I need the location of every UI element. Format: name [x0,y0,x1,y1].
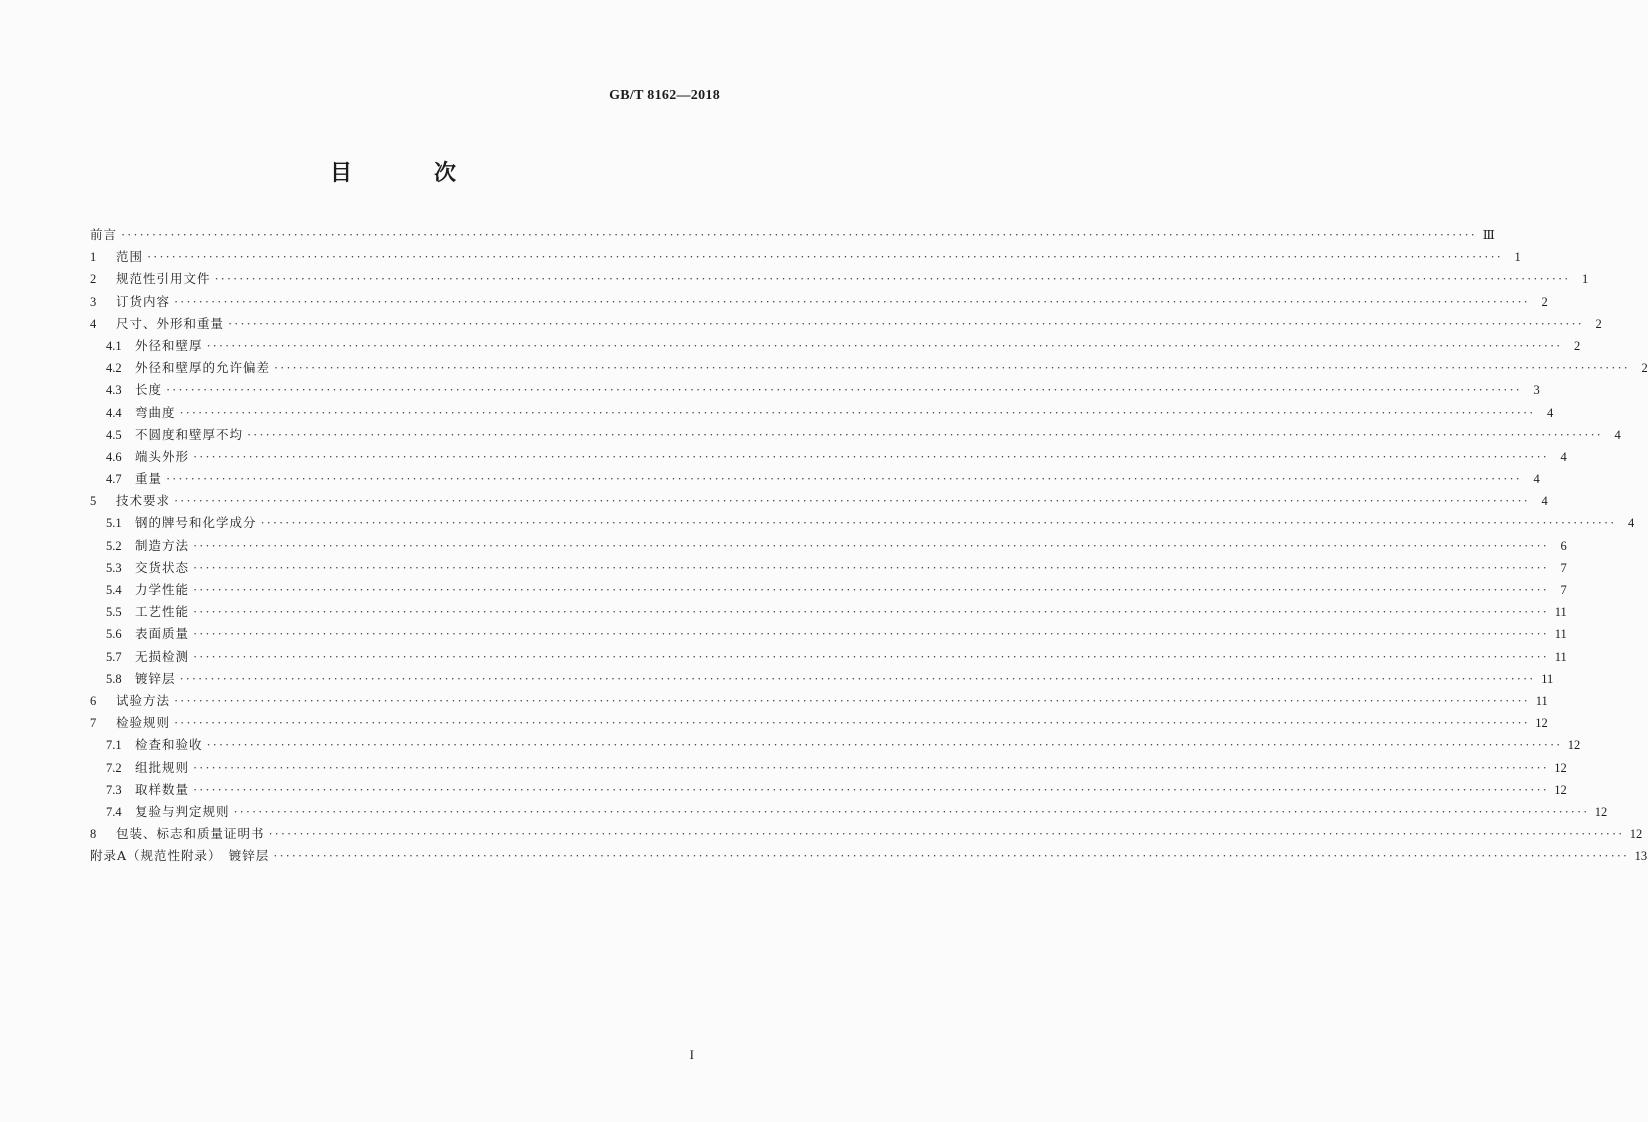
toc-leader-dots: ···························································································································································································································· [206,738,1563,753]
toc-entry-label: 包装、标志和质量证明书 [116,826,265,842]
toc-entry-page: 13 [1634,849,1648,864]
toc-leader-dots: ···························································································································································································································· [166,383,1522,398]
page-number: I [689,1047,694,1062]
toc-entry[interactable] [90,313,1602,335]
toc-leader-dots: ···························································································································································································································· [174,494,1530,509]
toc-entry-number: 7.1 [106,738,122,753]
toc-entry-number: 2 [90,272,97,287]
toc-entry-page: Ⅲ [1482,228,1495,242]
toc-entry-number: 5.4 [106,583,122,597]
toc-entry-number: 4.5 [106,427,122,442]
toc-entry-page: 1 [1582,272,1589,287]
toc-entry[interactable] [90,246,1521,268]
toc-entry-label: 制造方法 [135,537,190,553]
toc-entry-number: 6 [90,693,97,708]
toc-entry-label: 检查和验收 [135,737,203,753]
toc-entry-page: 3 [1533,383,1540,398]
toc-entry-page: 12 [1594,804,1608,819]
toc-entry-label: 表面质量 [135,626,190,642]
toc-leader-dots: ···························································································································································································································· [206,338,1563,353]
toc-leader-dots: ···························································································································································································································· [166,472,1522,487]
toc-leader-dots: ···························································································································································································································· [193,627,1549,642]
toc-entry[interactable] [90,779,1567,801]
toc-entry-page: 4 [1541,494,1548,509]
toc-entry-page: 12 [1535,716,1548,731]
toc-entry-label: 检验规则 [116,715,171,731]
toc-entry[interactable] [90,845,1648,867]
toc-entry-page: 4 [1614,427,1621,442]
toc-entry-page: 7 [1560,560,1567,575]
toc-entry-number: 3 [90,294,97,309]
toc-entry-label: 尺寸、外形和重量 [116,315,225,331]
toc-entry[interactable] [90,446,1567,468]
toc-entry-label: 弯曲度 [135,404,176,420]
toc-entry-label: 交货状态 [135,559,190,575]
toc-entry[interactable] [90,424,1621,446]
toc-entry-page: 12 [1629,827,1643,842]
toc-entry-label: 钢的牌号和化学成分 [135,515,257,531]
toc-entry-page: 6 [1560,538,1567,553]
toc-entry-label: 外径和壁厚的允许偏差 [135,360,271,376]
toc-leader-dots: ···························································································································································································································· [179,405,1536,420]
toc-entry-number: 4.4 [106,405,122,420]
toc-entry-page: 2 [1574,338,1581,353]
toc-entry-page: 12 [1554,760,1567,775]
toc-leader-dots: ···························································································································································································································· [193,560,1549,575]
toc-entry-number: 7.2 [106,760,122,775]
toc-entry[interactable] [90,268,1589,290]
toc-entry[interactable] [90,757,1567,779]
toc-leader-dots: ···························································································································································································································· [193,538,1549,553]
toc-entry[interactable] [90,512,1635,534]
toc-entry-number: 8 [90,827,97,842]
toc-entry-label: 端头外形 [135,448,190,464]
toc-entry[interactable] [90,801,1608,823]
toc-entry-label: 外径和壁厚 [135,337,203,353]
toc-leader-dots: ···························································································································································································································· [174,716,1530,731]
toc-entry[interactable] [90,601,1567,623]
toc-entry-label: 组批规则 [135,759,190,775]
toc-entry[interactable] [90,579,1567,601]
toc-entry-number: 5.8 [106,671,122,686]
toc-leader-dots: ···························································································································································································································· [247,427,1603,442]
toc-entry-number: 7 [90,716,97,731]
toc-entry-label: 重量 [135,471,163,487]
toc-entry-page: 12 [1554,782,1567,797]
toc-leader-dots: ···························································································································································································································· [268,827,1625,842]
toc-entry-label: 镀锌层 [135,670,176,686]
toc-entry[interactable] [90,535,1567,557]
toc-leader-dots: ···························································································································································································································· [193,605,1549,620]
toc-leader-dots: ···························································································································································································································· [260,516,1617,531]
toc-entry-page: 11 [1541,671,1554,686]
toc-entry[interactable] [90,335,1581,357]
toc-entry-page: 11 [1554,627,1567,642]
standard-code: GB/T 8162—2018 [609,88,720,103]
toc-entry-page: 2 [1541,294,1548,309]
toc-entry-label: 试验方法 [116,692,171,708]
toc-entry[interactable] [90,379,1540,401]
toc-entry-page: 2 [1641,361,1648,376]
toc-leader-dots: ···························································································································································································································· [193,760,1549,775]
toc-entry-page: 4 [1628,516,1635,531]
toc-leader-dots: ···························································································································································································································· [121,228,1477,242]
toc-entry[interactable] [90,291,1548,313]
toc-entry-label: 附录A（规范性附录） 镀锌层 [90,848,270,864]
toc-entry[interactable] [90,402,1554,424]
toc-entry-number: 4.7 [106,472,122,487]
toc-entry-number: 1 [90,250,97,265]
toc-entry-page: 2 [1595,316,1602,331]
toc-leader-dots: ···························································································································································································································· [174,294,1530,309]
toc-entry[interactable] [90,468,1540,490]
toc-entry-page: 4 [1560,449,1567,464]
toc-entry[interactable] [90,490,1548,512]
toc-entry[interactable] [90,668,1554,690]
toc-entry-page: 11 [1554,649,1567,664]
toc-leader-dots: ···························································································································································································································· [193,449,1549,464]
toc-entry[interactable] [90,712,1548,734]
table-of-contents [90,224,1648,867]
toc-entry-page: 11 [1535,693,1548,708]
toc-entry-number: 4.3 [106,383,122,398]
toc-entry-number: 5.7 [106,649,122,664]
toc-leader-dots: ···························································································································································································································· [193,782,1549,797]
toc-leader-dots: ···························································································································································································································· [193,649,1549,664]
toc-entry-number: 5 [90,494,97,509]
toc-leader-dots: ···························································································································································································································· [179,671,1536,686]
toc-entry-number: 4.2 [106,361,122,376]
toc-entry-label: 取样数量 [135,781,190,797]
toc-entry-number: 5.1 [106,516,122,531]
toc-entry-label: 前言 [90,227,118,242]
toc-entry-page: 7 [1560,583,1567,597]
toc-entry-label: 范围 [116,249,144,265]
toc-entry[interactable] [90,823,1643,845]
toc-entry-label: 无损检测 [135,648,190,664]
toc-entry-page: 4 [1547,405,1554,420]
toc-leader-dots: ···························································································································································································································· [228,316,1584,331]
toc-entry-label: 技术要求 [116,493,171,509]
toc-leader-dots: ···························································································································································································································· [147,250,1503,265]
toc-entry-number: 5.3 [106,560,122,575]
toc-leader-dots: ···························································································································································································································· [273,849,1630,864]
toc-entry-number: 4.6 [106,449,122,464]
toc-entry-number: 5.2 [106,538,122,553]
toc-entry-page: 1 [1514,250,1521,265]
toc-leader-dots: ···························································································································································································································· [174,693,1530,708]
toc-entry-number: 4 [90,316,97,331]
toc-entry-number: 5.6 [106,627,122,642]
toc-leader-dots: ···························································································································································································································· [274,361,1630,376]
toc-leader-dots: ···························································································································································································································· [214,272,1571,287]
toc-entry[interactable] [90,557,1567,579]
toc-entry-page: 11 [1554,605,1567,620]
toc-entry-number: 7.4 [106,804,122,819]
toc-leader-dots: ···························································································································································································································· [233,804,1590,819]
toc-entry-label: 长度 [135,382,163,398]
toc-entry[interactable] [90,623,1567,645]
toc-entry[interactable] [90,646,1567,668]
page-title: 目 次 [329,160,486,186]
toc-entry[interactable] [90,224,1495,246]
toc-entry-label: 规范性引用文件 [116,271,211,287]
toc-entry-label: 力学性能 [135,582,190,597]
toc-entry-label: 订货内容 [116,293,171,309]
toc-entry-number: 5.5 [106,605,122,620]
toc-entry[interactable] [90,690,1548,712]
toc-entry-label: 不圆度和壁厚不均 [135,426,244,442]
toc-entry-page: 12 [1567,738,1581,753]
toc-entry-number: 7.3 [106,782,122,797]
toc-entry[interactable] [90,734,1581,756]
toc-entry[interactable] [90,357,1648,379]
toc-entry-label: 工艺性能 [135,604,190,620]
toc-leader-dots: ···························································································································································································································· [193,583,1549,597]
toc-entry-page: 4 [1533,472,1540,487]
toc-entry-label: 复验与判定规则 [135,803,230,819]
toc-entry-number: 4.1 [106,338,122,353]
